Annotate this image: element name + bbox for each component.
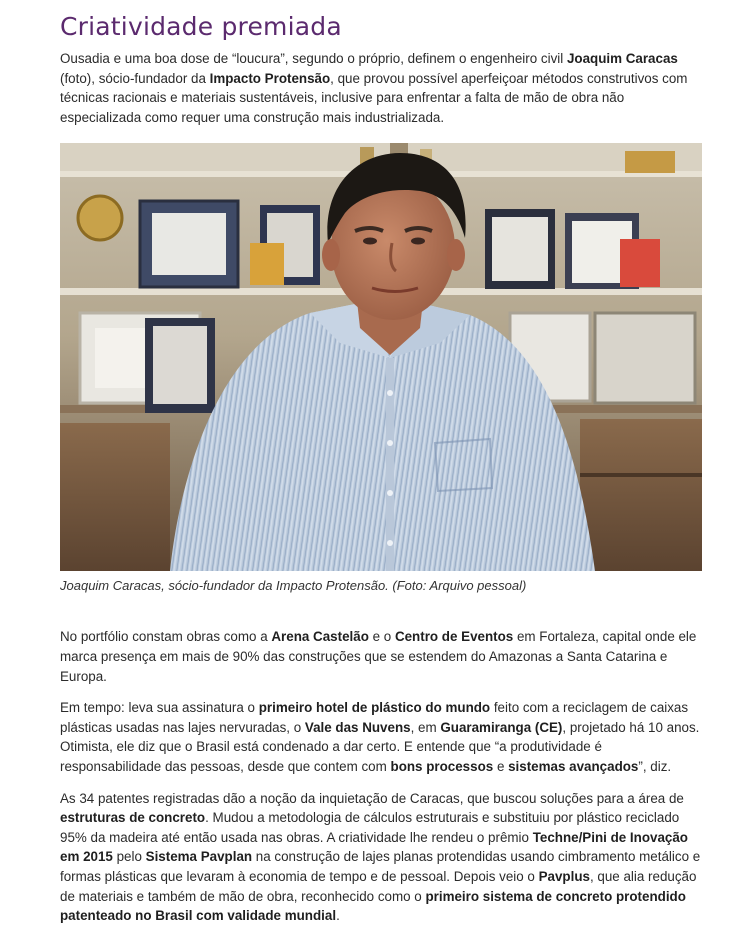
bold-text: Guaramiranga (CE): [440, 719, 563, 735]
text-run: feito com a reciclagem de caixas plásticas usadas nas lajes nervuradas, o: [60, 700, 689, 735]
body-paragraph-1: [60, 627, 702, 686]
article: [60, 0, 702, 926]
portrait-illustration: [60, 143, 702, 571]
bold-text: sistemas avançados: [508, 758, 639, 774]
body-paragraph-3: [60, 789, 702, 926]
bold-text: primeiro hotel de plástico do mundo: [258, 700, 491, 716]
text-run: . Mudou a metodologia de cálculos estruturais e substituiu por plástico reciclado 95% da madeira até então usada nas obras. A criatividade lhe rendeu o prêmio: [60, 810, 680, 845]
bold-text: Arena Castelão: [271, 629, 369, 645]
text-run: , em: [410, 719, 441, 735]
body-paragraph-2: [60, 698, 702, 776]
bold-text: primeiro sistema de concreto protendido patenteado no Brasil com validade mundial: [60, 888, 686, 924]
text-run: As 34 patentes registradas dão a noção da inquietação de Caracas, que buscou soluções para a área de: [60, 790, 684, 806]
text-run: .: [336, 908, 340, 924]
bold-text: estruturas de concreto: [60, 810, 206, 826]
intro-paragraph: [60, 49, 702, 127]
bold-text: Joaquim Caracas: [566, 51, 678, 66]
photo-caption: Joaquim Caracas, sócio-fundador da Impacto Protensão. (Foto: Arquivo pessoal): [60, 578, 527, 594]
text-run: No portfólio constam obras como a: [60, 629, 272, 645]
bold-text: Impacto Protensão: [209, 70, 331, 86]
bold-text: Pavplus: [538, 868, 590, 884]
text-run: na construção de lajes planas protendidas usando cimbramento metálico e formas plásticas que levaram à economia de tempo e de pessoal. Depois veio o: [60, 849, 701, 884]
text-run: Ousadia e uma boa dose de “loucura”, segundo o próprio, definem o engenheiro civil: [60, 51, 567, 66]
text-run: pelo: [112, 849, 146, 865]
text-run: e o: [368, 629, 395, 645]
article-title: Criatividade premiada: [60, 12, 342, 41]
portrait-photo: [60, 143, 702, 571]
bold-text: Techne/Pini de Inovação em 2015: [60, 829, 688, 865]
text-run: , projetado há 10 anos. Otimista, ele diz que o Brasil está condenado a dar certo. E entende que “a produtividade é responsabilidade das pessoas, desde que contem com: [60, 719, 700, 774]
text-run: (foto), sócio-fundador da: [60, 70, 210, 86]
text-run: em Fortaleza, capital onde ele marca presença em mais de 90% das construções que se estendem do Amazonas a Santa Catarina e Europa.: [60, 629, 697, 684]
text-run: , que provou possível aperfeiçoar métodos construtivos com técnicas racionais e materiais sustentáveis, inclusive para enfrentar a falta de mão de obra não especializada como requer uma construção mais industrializada.: [60, 70, 688, 125]
text-run: e: [493, 758, 509, 774]
bold-text: Vale das Nuvens: [304, 719, 411, 735]
bold-text: bons processos: [390, 758, 494, 774]
bold-text: Centro de Eventos: [394, 629, 514, 645]
text-run: Em tempo: leva sua assinatura o: [60, 700, 259, 716]
text-run: , que alia redução de materiais e também de mão de obra, reconhecido como o: [60, 868, 697, 904]
text-run: ”, diz.: [638, 758, 672, 774]
bold-text: Sistema Pavplan: [145, 849, 253, 865]
